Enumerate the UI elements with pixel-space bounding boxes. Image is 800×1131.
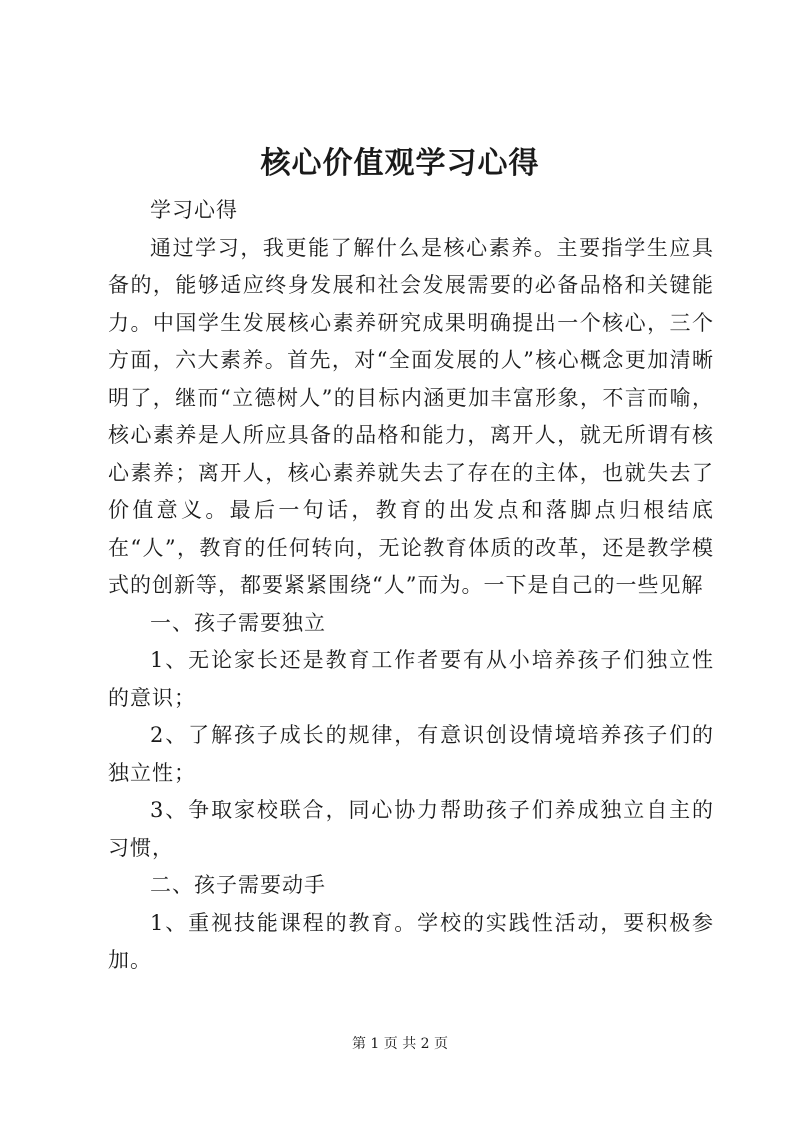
list-item: 1、重视技能课程的教育。学校的实践性活动，要积极参加。 <box>108 910 714 972</box>
section-heading-independence: 一、孩子需要独立 <box>150 610 326 635</box>
page-footer: 第 1 页 共 2 页 <box>351 1036 449 1052</box>
section-heading-hands-on: 二、孩子需要动手 <box>150 873 326 897</box>
list-item: 3、争取家校联合，同心协力帮助孩子们养成独立自主的习惯， <box>108 798 714 860</box>
document-body <box>108 192 714 980</box>
list-item: 1、无论家长还是教育工作者要有从小培养孩子们独立性的意识； <box>108 648 714 710</box>
paragraph-subtitle: 学习心得 <box>150 198 238 222</box>
document-title: 核心价值观学习心得 <box>260 146 540 181</box>
paragraph-intro: 通过学习，我更能了解什么是核心素养。主要指学生应具备的，能够适应终身发展和社会发展需要的必备品格和关键能力。中国学生发展核心素养研究成果明确提出一个核心，三个方面，六大素养。首先，对“全面发展的人”核心概念更加清晰明了，继而“立德树人”的目标内涵更加丰富形象，不言而喻，核心素养是人所应具备的品格和能力，离开人，就无所谓有核心素养；离开人，核心素养就失去了存在的主体，也就失去了价值意义。最后一句话，教育的出发点和落脚点归根结底在“人”，教育的任何转向，无论教育体质的改革，还是教学模式的创新等，都要紧紧围绕“人”而为。一下是自己的一些见解 <box>108 235 714 597</box>
list-item: 2、了解孩子成长的规律，有意识创设情境培养孩子们的独立性； <box>108 723 714 785</box>
